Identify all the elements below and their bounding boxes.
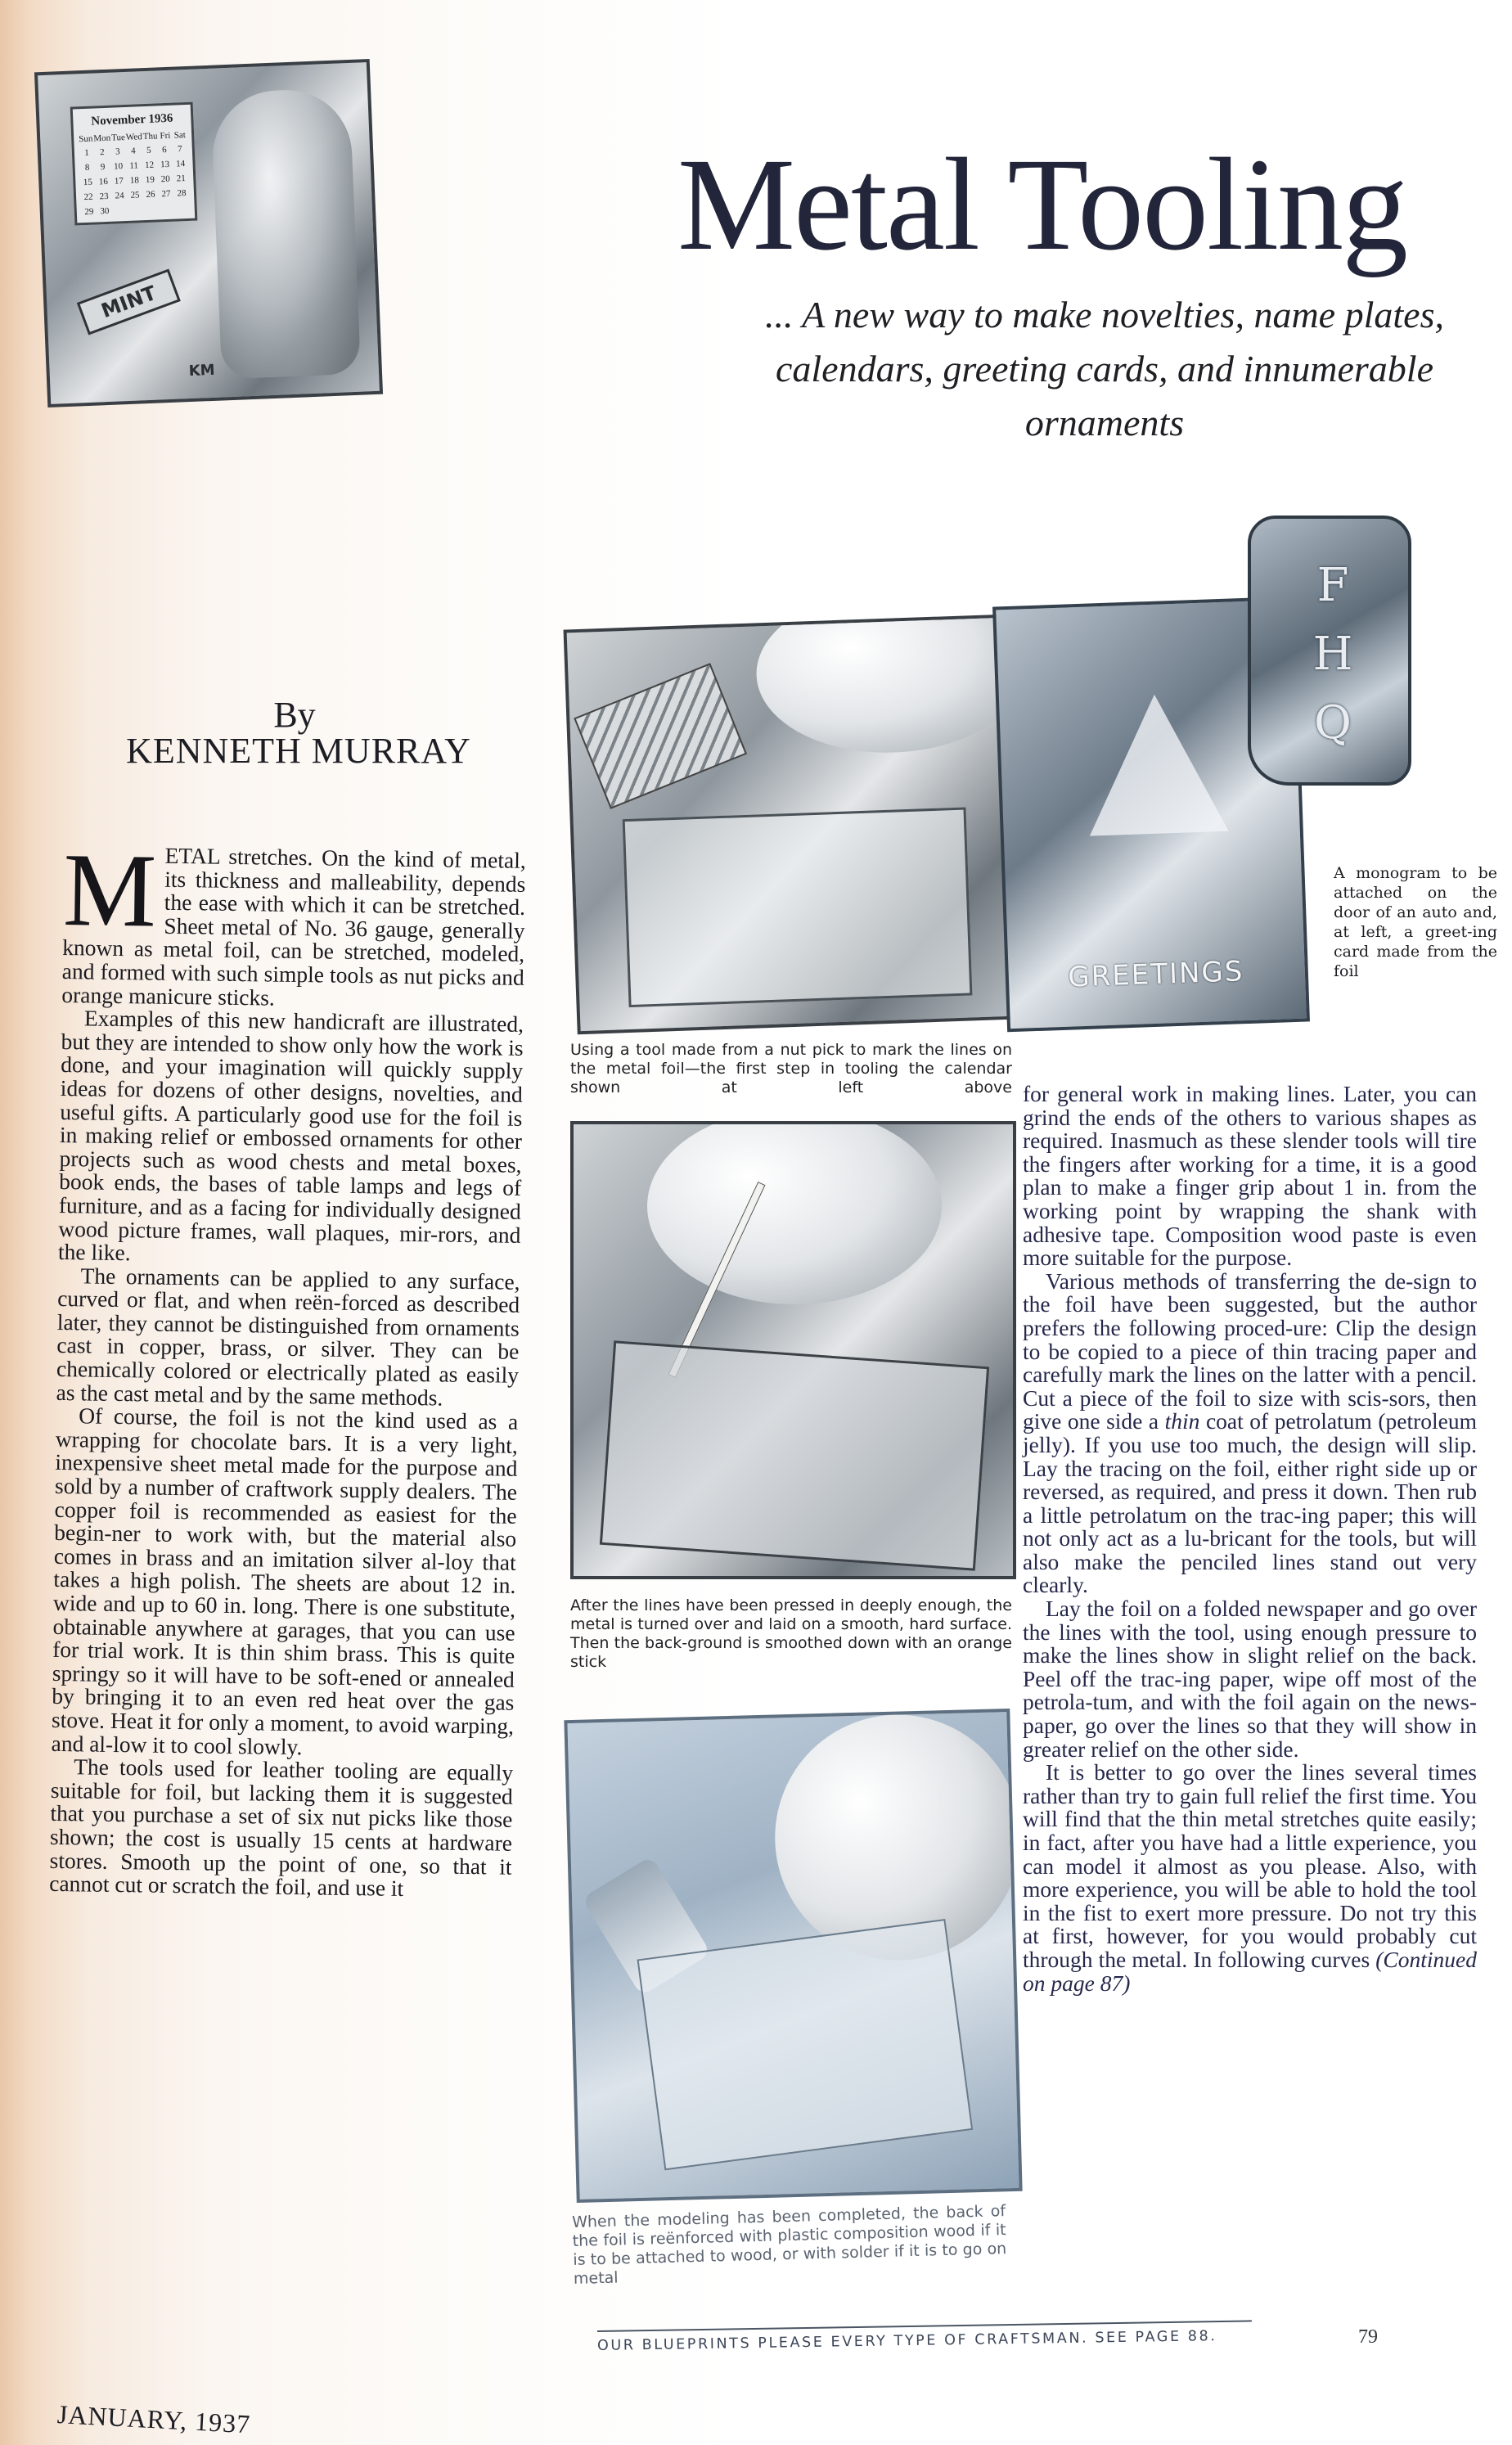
calendar-day: 10 bbox=[113, 161, 124, 172]
text-run: Various methods of transferring the de-sign to the foil have been suggested, but the author prefers the following proced-ure: Clip the design to be copied to a piece of thin tracing paper and carefully mark the lines on the latter with a pencil. Cut a piece of the foil to size with scis-sors, then give one side a bbox=[1023, 1268, 1477, 1434]
body-paragraph: Examples of this new handicraft are illustrated, but they are intended to show only how the work is done, and your imagination will quickly supply ideas for dozens of other designs, novelties, and useful gifts. A particularly good use for the foil is in making relief or embossed ornaments for other projects such as wood chests and metal boxes, book ends, the bases of table lamps and legs of furniture, and as a facing for individually designed wood picture frames, wall plaques, mir-rors, and the like. bbox=[57, 1005, 524, 1266]
calendar-day: 26 bbox=[146, 189, 155, 200]
calendar-day: 5 bbox=[146, 145, 151, 155]
embossed-figure-illustration bbox=[210, 88, 361, 380]
calendar-day: 13 bbox=[160, 159, 170, 170]
body-paragraph: The ornaments can be applied to any surface, curved or flat, and when reën-forced as described later, they cannot be distinguished from ornaments cast in copper, brass, or silver. They can be chemically colored or electrically plated as easily as the cast metal and by the same methods. bbox=[56, 1263, 520, 1411]
monogram-letter: F bbox=[1316, 559, 1349, 612]
calendar-day: 6 bbox=[161, 144, 167, 155]
calendar-day: 24 bbox=[115, 191, 124, 201]
weekday-label: Fri bbox=[160, 130, 171, 142]
italic-emphasis: thin bbox=[1164, 1408, 1200, 1434]
body-paragraph-last bbox=[1023, 1761, 1477, 1995]
article-title: Metal Tooling bbox=[677, 132, 1407, 278]
calendar-day: 21 bbox=[176, 173, 187, 184]
continued-jump-link[interactable]: (Continued on page 87) bbox=[1023, 1946, 1477, 1996]
greeting-card-text: GREETINGS bbox=[1067, 955, 1245, 994]
issue-date: JANUARY, 1937 bbox=[56, 2399, 252, 2439]
caption-reinforced: When the modeling has been completed, the back of the foil is reënforced with plastic composition wood if it is to be attached to wood, or with solder if it is to go on metal bbox=[571, 2202, 1007, 2288]
caption-orange-stick: After the lines have been pressed in deeply enough, the metal is turned over and laid on a smooth, hard surface. Then the back-ground is smoothed down with an orange stick bbox=[570, 1596, 1012, 1671]
calendar-day: 4 bbox=[130, 146, 136, 156]
orange-stick-smoothing-photo bbox=[570, 1121, 1016, 1579]
calendar-day: 20 bbox=[160, 173, 171, 185]
monogram-letter: H bbox=[1312, 628, 1353, 681]
christmas-tree-illustration bbox=[1085, 692, 1229, 836]
foil-sheet-illustration bbox=[637, 1919, 974, 2170]
monogram-letters bbox=[1300, 552, 1366, 758]
calendar-day: 29 bbox=[84, 206, 94, 218]
text-run: It is better to go over the lines several times rather than try to gain full relief the first time. You will find that the thin metal stretches quite easily; in fact, after you have had a little experience, you can model it almost as you please. Also, with more experience, you will be able to hold the tool in the fist to exert more pressure. Do not try this at first, however, for you would probably cut through the metal. In following curves bbox=[1023, 1759, 1477, 1972]
hand-illustration bbox=[754, 615, 1019, 758]
calendar-day: 3 bbox=[115, 146, 120, 157]
body-column-right bbox=[1023, 1083, 1477, 1995]
body-paragraph: ETAL stretches. On the kind of metal, its thickness and malleability, depends the ease with which it can be stretched. Sheet metal of No. 36 gauge, generally known as metal foil, can be stretched, modeled, and formed with such simple tools as nut picks and orange manicure sticks. bbox=[61, 842, 526, 1011]
calendar-day: 18 bbox=[129, 175, 140, 186]
monogram-letter: Q bbox=[1314, 696, 1352, 750]
mint-sign: MINT bbox=[77, 268, 181, 335]
calendar-month-title: November 1936 bbox=[91, 111, 173, 128]
body-paragraph-transfer bbox=[1023, 1270, 1477, 1597]
nut-pick-marking-photo bbox=[564, 615, 1019, 1035]
artist-initials: KM bbox=[188, 361, 216, 380]
weekday-label: Tue bbox=[110, 133, 126, 143]
calendar-day: 25 bbox=[130, 190, 140, 200]
blueprints-promo: OUR BLUEPRINTS PLEASE EVERY TYPE OF CRAFTSMAN. SEE PAGE 88. bbox=[596, 2328, 1217, 2354]
calendar-day: 17 bbox=[114, 176, 124, 187]
article-subtitle: ... A new way to make novelties, name plates, calendars, greeting cards, and innumerable ornaments bbox=[765, 294, 1444, 444]
weekday-label: Sun bbox=[79, 133, 93, 145]
calendar-day: 23 bbox=[99, 191, 109, 202]
body-paragraph: The tools used for leather tooling are equally suitable for foil, but lacking them it is suggested that you purchase a set of six nut picks like those shown; the cost is usually 15 cents at hardware stores. Smooth up the point of one, so that it cannot cut or scratch the foil, and use it bbox=[49, 1754, 514, 1902]
body-paragraph: Lay the foil on a folded newspaper and go over the lines with the tool, using enough pressure to make the lines show in slight relief on the back. Peel off the trac-ing paper, wipe off most of the petrola-tum, and with the foil again on the news-paper, go over the lines so that they will show in greater relief on the other side. bbox=[1023, 1596, 1477, 1762]
weekday-label: Mon bbox=[93, 133, 111, 144]
text-run: coat of petrolatum (petroleum jelly). If you use too much, the design will slip. Lay the tracing on the foil, either right side up or reversed, as required, and press it down. Then rub a little petrolatum on the trac-ing paper; this will not only act as a lu-bricant for the tools, but will also make the penciled lines stand out very clearly. bbox=[1023, 1408, 1477, 1598]
calendar-day: 14 bbox=[175, 159, 186, 169]
calendar-day: 15 bbox=[83, 177, 93, 188]
caption-tool-marking: Using a tool made from a nut pick to mark the lines on the metal foil—the first step in tooling the calendar shown at left above bbox=[570, 1041, 1012, 1096]
body-paragraph: Of course, the foil is not the kind used as a wrapping for chocolate bars. It is a very light, inexpensive sheet metal made for the purpose and sold by a number of craftwork supply dealers. The copper foil is recommended as easiest for the begin-ner to work with, but the material also comes in brass and an imitation silver al-loy that takes a high polish. The sheets are about 12 in. wide and up to 60 in. long. There is one substitute, obtainable anywhere at garages, that you can use for trial work. It is thin shim brass. This is quite springy so it will have to be soft-ened or annealed by bringing it to an even red heat over the gas stove. Heat it for only a moment, to avoid warping, and al-low it to cool slowly. bbox=[51, 1403, 519, 1759]
calendar-day: 19 bbox=[145, 174, 155, 186]
calendar-day: 22 bbox=[83, 191, 93, 203]
monogram-photo bbox=[1248, 516, 1411, 786]
calendar-day: 27 bbox=[161, 188, 171, 200]
calendar-sheet bbox=[70, 102, 198, 226]
calendar-day: 30 bbox=[100, 205, 110, 217]
weekday-label: Sat bbox=[173, 130, 187, 141]
reinforcing-foil-photo bbox=[564, 1709, 1022, 2203]
weekday-label: Wed bbox=[125, 132, 143, 142]
calendar-day: 11 bbox=[129, 160, 139, 171]
foil-sheet-illustration bbox=[623, 808, 973, 1008]
caption-monogram: A monogram to be attached on the door of an auto and, at left, a greet-ing card made from the foil bbox=[1334, 864, 1497, 980]
calendar-day: 8 bbox=[84, 162, 90, 173]
calendar-day: 12 bbox=[144, 160, 155, 171]
body-paragraph: for general work in making lines. Later, you can grind the ends of the others to various shapes as required. Inasmuch as these slender tools will tire the fingers after working for a time, it is a good plan to make a finger grip about 1 in. from the working point by wrapping the shank with adhesive tape. Composition wood paste is even more suitable for the purpose. bbox=[1023, 1081, 1477, 1271]
calendar-day: 1 bbox=[83, 147, 89, 159]
tool-set-illustration bbox=[574, 663, 747, 809]
calendar-plaque-photo bbox=[34, 59, 383, 408]
foil-sheet-illustration bbox=[600, 1340, 989, 1570]
body-column-left bbox=[49, 831, 526, 1902]
weekday-label: Thu bbox=[142, 131, 158, 142]
calendar-day: 9 bbox=[100, 162, 106, 173]
drop-cap: M bbox=[62, 831, 157, 949]
calendar-day: 28 bbox=[177, 188, 187, 199]
hand-illustration bbox=[647, 1121, 942, 1304]
calendar-day-grid bbox=[79, 142, 190, 219]
calendar-day: 2 bbox=[99, 147, 105, 158]
calendar-day: 7 bbox=[177, 144, 182, 155]
calendar-day: 16 bbox=[98, 176, 109, 187]
byline-prefix: By bbox=[273, 695, 316, 735]
page-number: 79 bbox=[1358, 2326, 1378, 2348]
author-name: KENNETH MURRAY bbox=[126, 731, 471, 771]
